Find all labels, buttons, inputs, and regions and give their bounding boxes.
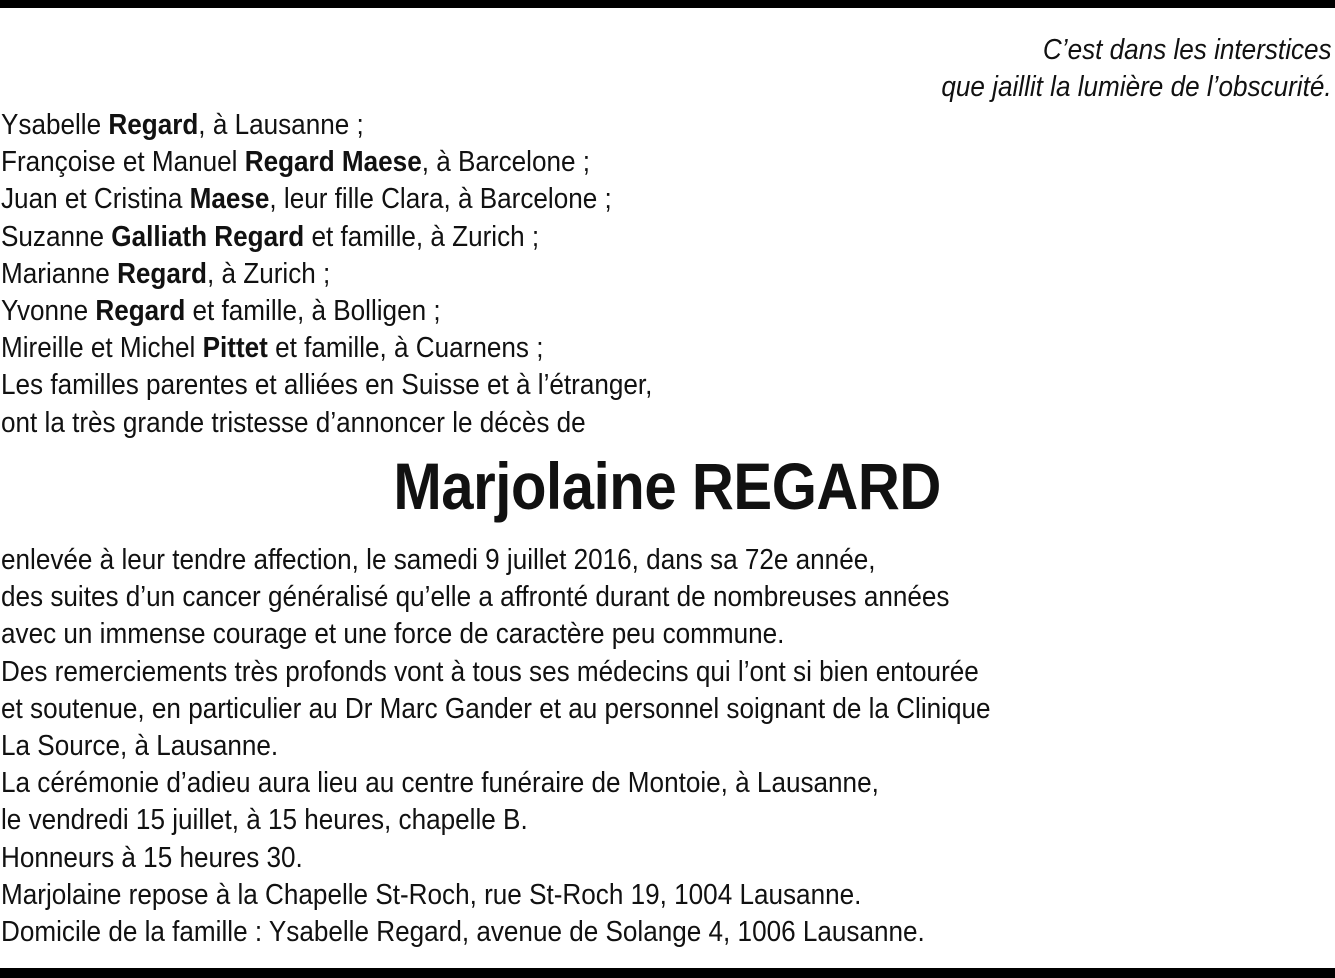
body-line: avec un immense courage et une force de caractère peu commune. [1, 618, 785, 651]
family-surname: Regard [117, 257, 208, 290]
epigraph-quote [898, 32, 1332, 106]
family-line [1, 107, 652, 144]
body-line: Honneurs à 15 heures 30. [1, 841, 303, 874]
family-surname: Regard [95, 294, 186, 327]
top-border-rule [0, 0, 1335, 8]
deceased-name-heading [0, 446, 1335, 526]
announcement-line-2: ont la très grande tristesse d’annoncer le décès de [1, 406, 586, 439]
family-line [1, 181, 652, 218]
epigraph-line-1: C’est dans les interstices [1043, 34, 1332, 66]
family-line-suffix: , à Barcelone ; [421, 146, 591, 179]
family-line-prefix: Mireille et Michel [1, 332, 203, 365]
obituary-body [1, 542, 990, 951]
family-surname: Regard [108, 109, 199, 141]
family-line-prefix: Yvonne [1, 294, 96, 327]
family-line-prefix: Suzanne [1, 220, 112, 253]
body-line: et soutenue, en particulier au Dr Marc Gander et au personnel soignant de la Clinique [1, 692, 991, 725]
body-line: des suites d’un cancer généralisé qu’elle a affronté durant de nombreuses années [1, 581, 950, 614]
family-line-prefix: Ysabelle [1, 109, 109, 141]
family-line [1, 144, 652, 181]
family-line-suffix: , à Lausanne ; [198, 109, 364, 141]
family-line-suffix: et famille, à Zurich ; [304, 220, 540, 253]
family-line-prefix: Juan et Cristina [1, 183, 190, 216]
family-line-suffix: et famille, à Cuarnens ; [267, 332, 544, 365]
family-line [1, 219, 652, 256]
family-surname: Maese [189, 183, 270, 216]
body-line: Domicile de la famille : Ysabelle Regard, avenue de Solange 4, 1006 Lausanne. [1, 915, 925, 948]
family-line-prefix: Marianne [1, 257, 118, 290]
family-line [1, 256, 652, 293]
announcement-line-1: Les familles parentes et alliées en Suisse et à l’étranger, [1, 369, 653, 402]
family-surname: Pittet [202, 332, 268, 365]
family-line [1, 293, 652, 330]
body-line: le vendredi 15 juillet, à 15 heures, chapelle B. [1, 804, 528, 837]
family-surname: Galliath Regard [111, 220, 305, 253]
family-list [1, 107, 652, 442]
family-surname: Regard Maese [244, 146, 422, 179]
deceased-name: Marjolaine REGARD [393, 449, 942, 523]
body-line: Marjolaine repose à la Chapelle St-Roch, rue St-Roch 19, 1004 Lausanne. [1, 878, 862, 911]
family-line [1, 330, 652, 367]
body-line: La Source, à Lausanne. [1, 729, 279, 762]
body-line: Des remerciements très profonds vont à tous ses médecins qui l’ont si bien entourée [1, 655, 979, 688]
bottom-border-rule [0, 968, 1335, 978]
family-line-suffix: et famille, à Bolligen ; [185, 294, 441, 327]
family-line-suffix: , leur fille Clara, à Barcelone ; [269, 183, 612, 216]
family-line-suffix: , à Zurich ; [207, 257, 331, 290]
body-line: enlevée à leur tendre affection, le samedi 9 juillet 2016, dans sa 72e année, [1, 544, 876, 576]
family-line-prefix: Françoise et Manuel [1, 146, 245, 179]
epigraph-line-2: que jaillit la lumière de l’obscurité. [941, 71, 1332, 103]
body-line: La cérémonie d’adieu aura lieu au centre funéraire de Montoie, à Lausanne, [1, 767, 879, 800]
